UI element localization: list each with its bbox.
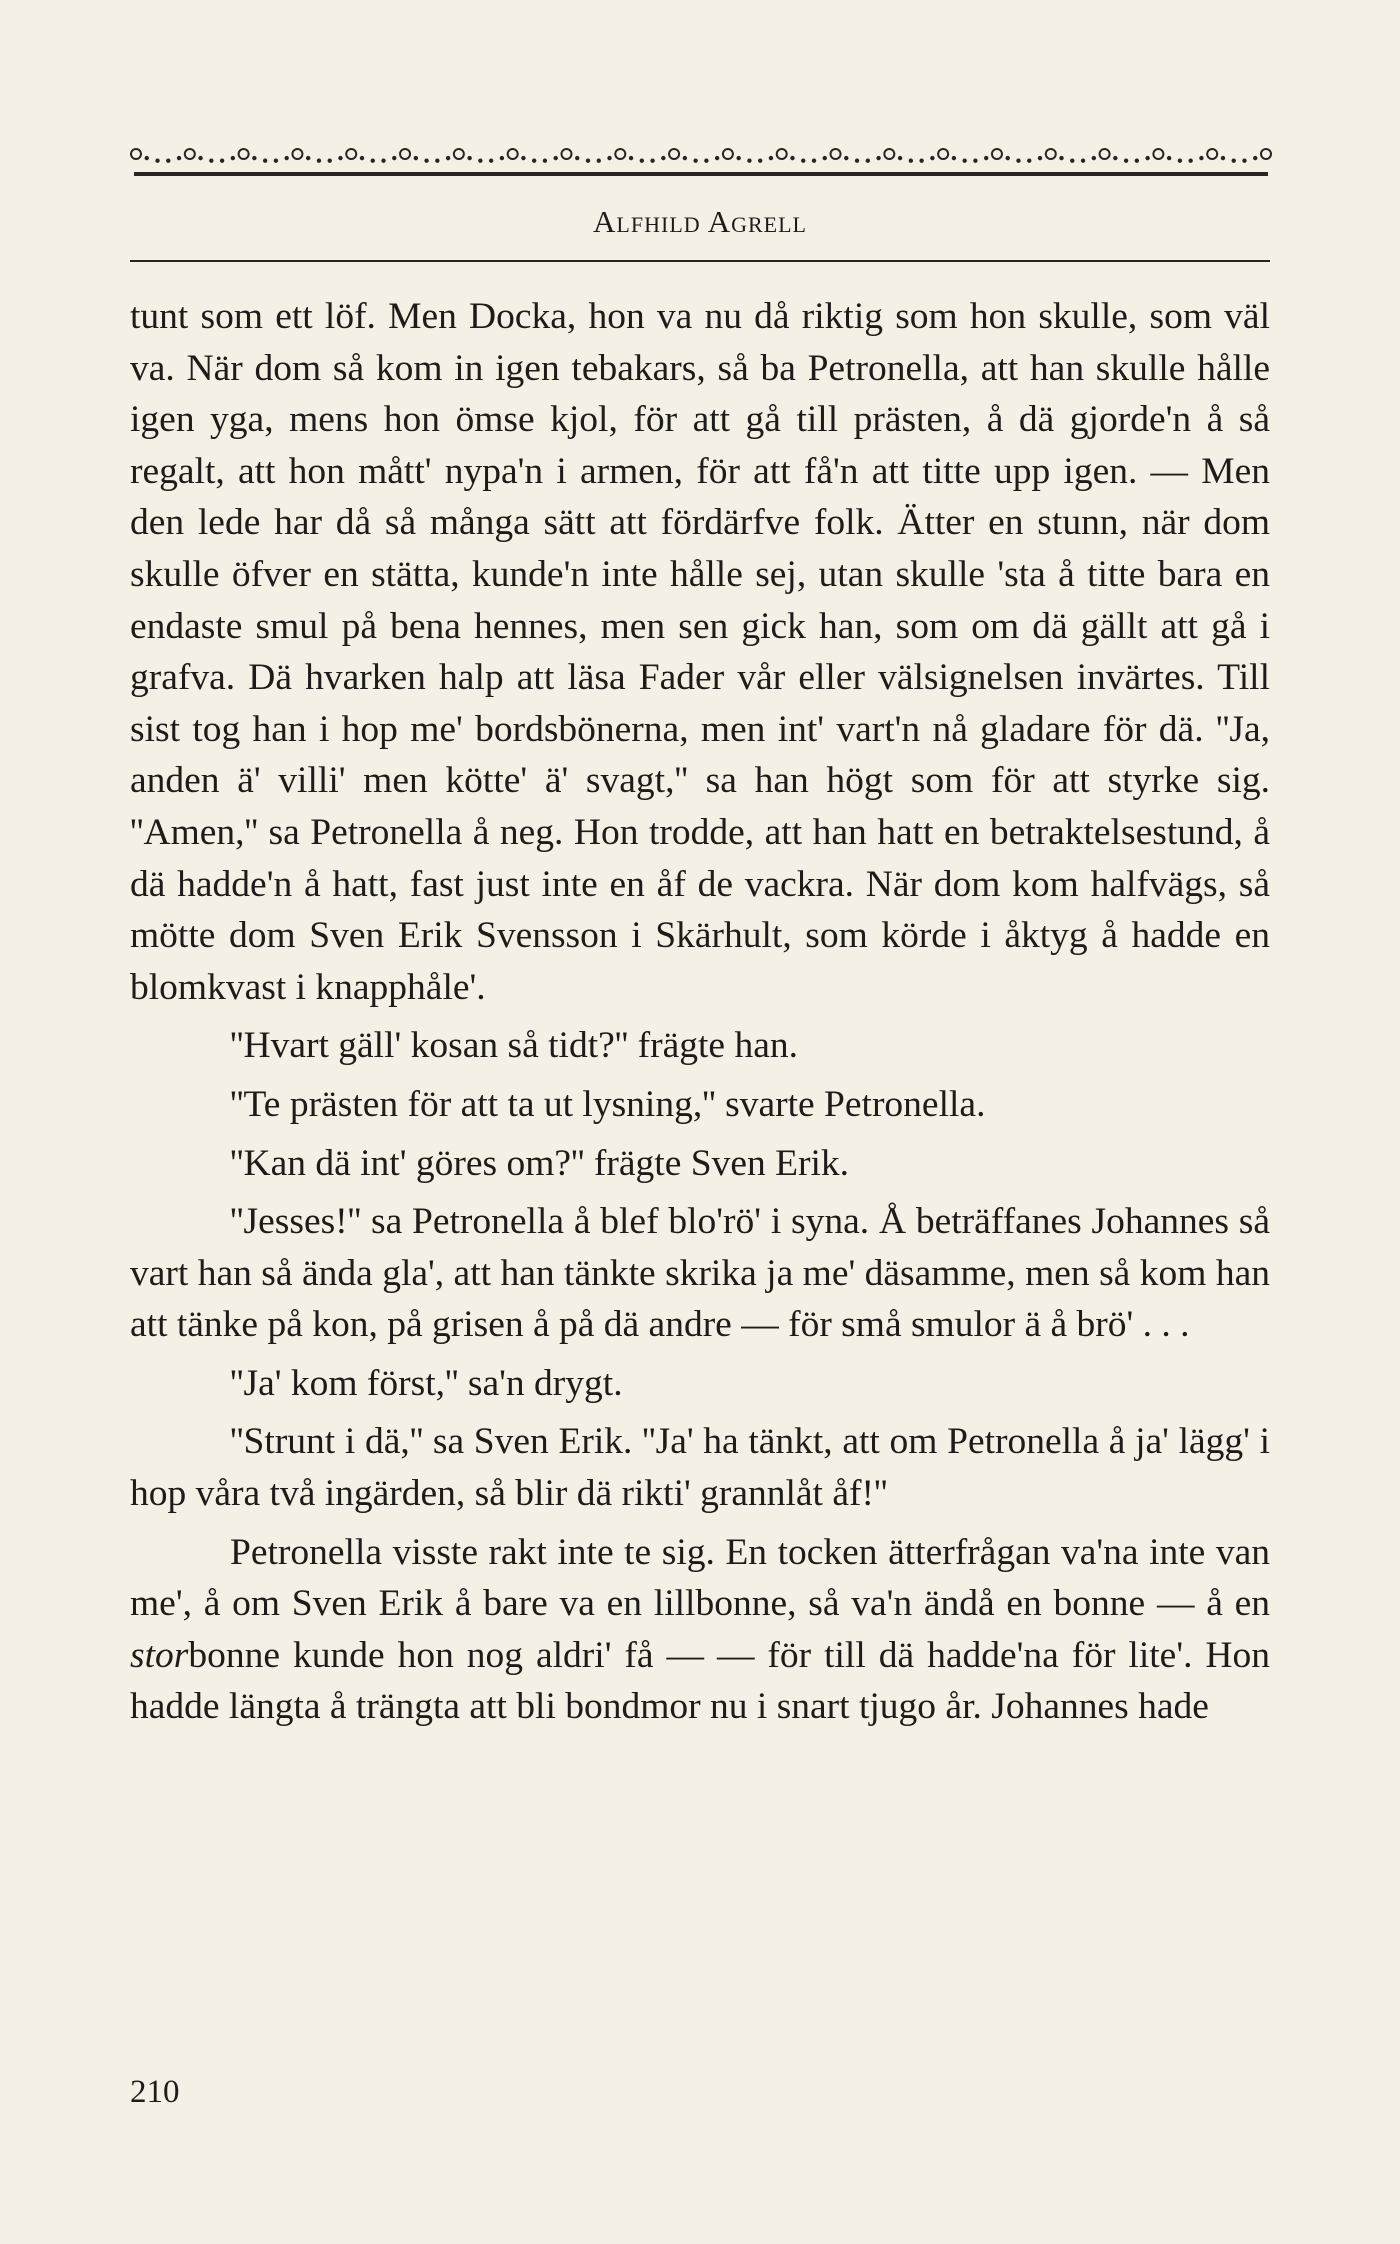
- paragraph: ''Jesses!'' sa Petronella å blef blo'rö' i syna. Å beträffanes Johannes så vart han så ända gla', att han tänkte skrika ja me' däsamme, men så kom han att tänke på kon, på grisen å på dä andre — för små smulor ä å brö' . . .: [130, 1201, 1270, 1346]
- italic-word: stor: [130, 1634, 189, 1676]
- paragraph: [130, 1527, 1270, 1733]
- paragraph: tunt som ett löf. Men Docka, hon va nu då riktig som hon skulle, som väl va. När dom så kom in igen tebakars, så ba Petronella, att han skulle hålle igen yga, mens hon ömse kjol, för att gå till prästen, å dä gjorde'n å så regalt, att hon mått' nypa'n i armen, för att få'n att titte upp igen. — Men den lede har då så många sätt att fördärfve folk. Ätter en stunn, när dom skulle öfver en stätta, kunde'n inte hålle sej, utan skulle 'sta å titte bara en endaste smul på bena hennes, men sen gick han, som om dä gällt att gå i grafva. Dä hvarken halp att läsa Fader vår eller välsignelsen invärtes. Till sist tog han i hop me' bordsbönerna, men int' vart'n nå gladare för dä. ''Ja, anden ä' villi' men kötte' ä' svagt,'' sa han högt som för att styrke sig. ''Amen,'' sa Petronella å neg. Hon trodde, att han hatt en betraktelsestund, å dä hadde'n å hatt, fast just inte en åf de vackra. När dom kom halfvägs, så mötte dom Sven Erik Svensson i Skärhult, som körde i åktyg å hadde en blomkvast i knapphåle'.: [130, 296, 1270, 1008]
- page-number: 210: [130, 2074, 180, 2110]
- header-rule: [130, 260, 1270, 262]
- body-text: [130, 284, 1270, 1733]
- paragraph: ''Ja' kom först,'' sa'n drygt.: [230, 1362, 623, 1404]
- paragraph: ''Te prästen för att ta ut lysning,'' svarte Petronella.: [230, 1083, 986, 1125]
- text-run: Petronella visste rakt inte te sig. En tocken ätterfrågan va'na inte van me', å om Sven Erik å bare va en lillbonne, så va'n ändå en bonne — å en: [130, 1531, 1270, 1625]
- paragraph: ''Hvart gäll' kosan så tidt?'' frägte han.: [230, 1025, 798, 1067]
- text-run: bonne kunde hon nog aldri' få — — för till dä hadde'na för lite'. Hon hadde längta å trängta att bli bondmor nu i snart tjugo år. Johannes hade: [130, 1634, 1270, 1728]
- running-head-author: Alfhild Agrell: [593, 204, 807, 239]
- dotted-chain-ornament-icon: [128, 136, 1274, 184]
- paragraph: ''Kan dä int' göres om?'' frägte Sven Erik.: [230, 1142, 850, 1184]
- paragraph: ''Strunt i dä,'' sa Sven Erik. ''Ja' ha tänkt, att om Petronella å ja' lägg' i hop våra två ingärden, så blir dä rikti' grannlåt åf!'': [130, 1421, 1270, 1515]
